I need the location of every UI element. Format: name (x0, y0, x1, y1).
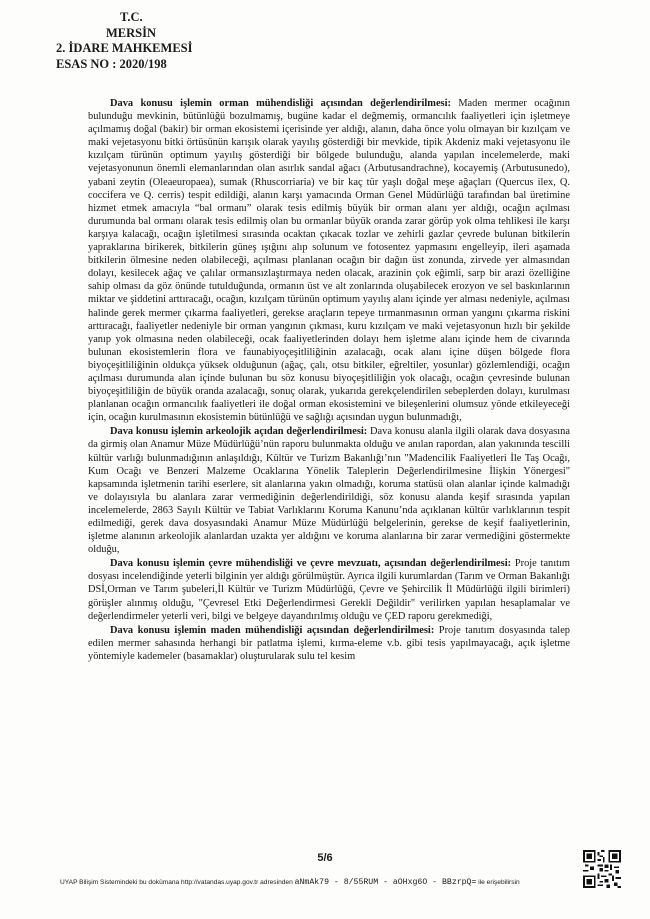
qr-code-icon (583, 850, 621, 888)
paragraph-environment (88, 557, 570, 622)
paragraph-text: Proje tanıtım dosyasında talep edilen mermer sahasında herhangi bir patlatma işlemi, kırma-eleme v.b. gibi tesis yapılmayacağı, açık işletme yöntemiyle kademeler (basamaklar) oluşturularak sulu tel kesim (88, 624, 570, 662)
page-number: 5/6 (317, 852, 333, 864)
footer-access-code: aNmAk79 - 8/55RUM - aOHxg6O - BBzrpQ= (294, 878, 477, 887)
header-court: 2. İDARE MAHKEMESİ (56, 41, 193, 55)
uyap-footer (60, 878, 580, 887)
paragraph-text: Maden mermer ocağının bulunduğu mevkinin, bütünlüğü bozulmamış, bugüne kadar el değmemiş, ormancılık faaliyetleri için işletmeye açılmamış doğal (bakir) bir orman ekosistemi içerisinde yer aldığı, alanın, daha önce yolu olmayan bir kızılçam ve maki vejetasyonu bitki örtüsünün karışık olarak yayılış gösterdiği bir mevkide, tipik Akdeniz maki vejetasyonu ile kızılçam türünün optimum yayılış gösterdiği bir bölgede bulunduğu, alanda yapılan incelemelerde, maki vejetasyonunun önemli elemanlarından olan asırlık sandal ağacı (Arbutusandrachne), kocayemiş (Arbutusunedo), yabani zeytin (Oleaeuropaea), sumak (Rhuscorriaria) ve bir kaç tür yaşlı doğal meşe ağaçları (Quercus ilex, Q. coccifera ve Q. cerris) tespit edildiği, alanın karşı yamacında Orman Genel Müdürlüğü tarafından bal üretimine hizmet etmek amacıyla “bal ormanı” olarak tesis edilmiş büyük bir orman alanı yer aldığı, ocağın açılması durumunda bal ormanı olarak tesis edilmiş olan bu ormanlar büyük oranda zarar görüp yok olma tehlikesi ile karşı karşıya kalacağı, ocağın işletilmesi sırasında ocaktan çıkacak tozlar ve zehirli gazlar çevrede bulunan bitkilerin yapraklarına birikerek, bitkilerin güneş ışığını alıp solunum ve fotosentez yapmasını engelleyip, ileri aşamada bitkilerin ölmesine neden olabileceği, açılması planlanan ocağın bir dağın üst zonunda, zirvede yer almasından dolayı, kesilecek ağaç ve çalılar ormansızlaştırmaya neden olacak, arazinin çok eğimli, sarp bir arazi özelliğine sahip olması da göz önünde tutulduğunda, ormanın üst ve alt zonlarında oluşabilecek erozyon ve sel baskınlarının miktar ve şiddetini arttıracağı, ocağın, kızılçam türünün optimum yayılış alanı içinde yer alması nedeniyle, açılması halinde gerek mermer çıkarma faaliyetleri, gerekse araçların tepeye tırmanmasının orman yangını çıkarma riskini arttıracağı, faaliyetler nedeniyle bir orman yangının çıkması, kuru kızılçam ve maki vejetasyonun hızlı bir şekilde yanıp yok olmasına neden olabileceği, ocak faaliyetlerinden dolayı hem işletme alanı içinde hem de civarında bulunan ekosistemlerin flora ve faunabiyoçeşitliliğinin azalacağı, ocak alanı içine düşen bölgede flora biyoçeşitliliğinin oldukça yüksek olduğunun (ağaç, çalı, otsu bitkiler, eğreltiler, yosunlar) gözlemlendiği, ocağın açılması durumunda alan içinde bulunan bu söz konusu biyoçeşitliliğin yok olacağı, ocağın çevresinde bulunan biyoçeşitliliğin de büyük oranda azalacağı, sonuç olarak, yukarıda gerekçelendirilen sebeplerden dolayı, kurulması planlanan ocağın ormancılık faaliyetleri ile doğal orman ekosistemini ve bileşenlerini olumsuz yönde etkileyeceği için, ocağın kurulmasının ekosistemin bütünlüğü ve sağlığı açısından uygun bulunmadığı, (88, 98, 570, 424)
paragraph-heading: Dava konusu işlemin arkeolojik açıdan değerlendirilmesi: (110, 426, 368, 438)
header-tc: T.C. (120, 10, 143, 24)
header-case-no: ESAS NO : 2020/198 (56, 56, 167, 71)
document-body (88, 97, 570, 663)
footer-suffix: ile erişebilirsin (478, 879, 520, 886)
court-header (56, 10, 192, 72)
paragraph-text: Proje tanıtım dosyası incelendiğinde yeterli bilginin yer aldığı görülmüştür. Ayrıca ilgili kurumlardan (Tarım ve Orman Bakanlığı DSİ,Orman ve Tarım şubeleri,İl Kültür ve Turizm Müdürlüğü, Çevre ve Şehircilik İl Müdürlüğü ilgili birimleri) görüşler alınmış olduğu, "Çevresel Etki Değerlendirmesi Gerekli Değildir" verilirken yapılan hesaplamalar ve değerlendirmeler yeterli veri, bilgi ve belgeye dayandırılmış olduğu ve ÇED raporu gerekmediği, (88, 558, 570, 622)
paragraph-heading: Dava konusu işlemin maden mühendisliği açısından değerlendirilmesi: (110, 624, 435, 636)
paragraph-mining (88, 624, 570, 663)
paragraph-heading: Dava konusu işlemin orman mühendisliği açısından değerlendirilmesi: (110, 98, 451, 109)
paragraph-forestry (88, 97, 570, 424)
paragraph-text: Dava konusu alanla ilgili olarak dava dosyasına da girmiş olan Anamur Müze Müdürlüğü’nün raporu bulunmakta olduğu ve anılan rapordan, alan yakınında tescilli kültür varlığı bulunmadığının anlaşıldığı, Kültür ve Turizm Bakanlığı’nın "Madencilik Faaliyetleri İle Taş Ocağı, Kum Ocağı ve Benzeri Malzeme Ocaklarına Yönelik Taleplerin Değerlendirilmesine İlişkin Yönergesi" kapsamında işletmenin tarihi eserlere, sit alanlarına yakın olmadığı, koruma statüsü olan alanlar içinde kalmadığı ve dolayısıyla bu alanlara zarar vermediğinin değerlendirildiği, söz konusu alanda keşif sırasında yapılan incelemelerde, 2863 Sayılı Kültür ve Tabiat Varlıklarını Koruma Kanunu’nda açıklanan kültür varlıklarının tespit edilmediği, gerek dava dosyasındaki Anamur Müze Müdürlüğü belgelerinin, gerekse de keşif faaliyetlerinin, işletme alanının arkeolojik alanlardan uzakta yer aldığını ve koruma alanlarına bir zarar vermediğini göstermekte olduğu, (88, 426, 570, 556)
header-city: MERSİN (106, 25, 157, 40)
footer-prefix: UYAP Bilişim Sistemindeki bu dokümana http://vatandas.uyap.gov.tr adresinden (60, 879, 293, 886)
paragraph-archaeology (88, 425, 570, 556)
paragraph-heading: Dava konusu işlemin çevre mühendisliği ve çevre mevzuatı, açısından değerlendirilmesi: (110, 558, 512, 570)
